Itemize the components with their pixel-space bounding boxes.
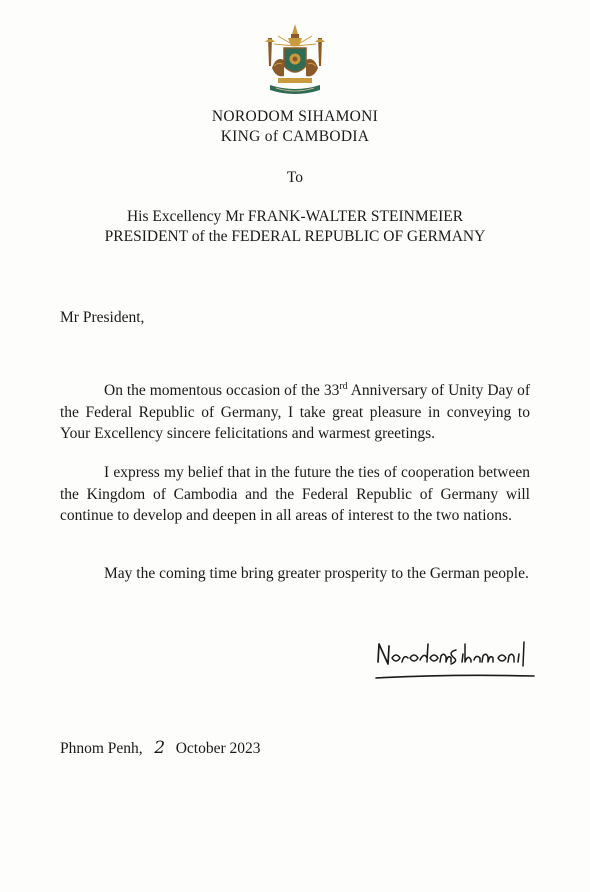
place: Phnom Penh, — [60, 740, 143, 757]
p1-text-end: Anniversary of Unity Day of the Federal Republic of Germany, I take great pleasure in conveying to Your Excellency sincere felicitations and warmest greetings. — [60, 382, 530, 442]
month-year: October 2023 — [175, 740, 261, 757]
body-paragraph-1 — [60, 380, 530, 445]
recipient-name: His Excellency Mr FRANK-WALTER STEINMEIER — [126, 208, 464, 225]
salutation: Mr President, — [60, 309, 145, 326]
recipient-title: PRESIDENT of the FEDERAL REPUBLIC OF GERMANY — [104, 228, 486, 245]
place-and-date — [60, 738, 260, 758]
signature-norodom-sihamoni — [370, 638, 542, 688]
sender-name: NORODOM SIHAMONI — [211, 108, 379, 125]
to-label: To — [286, 169, 304, 186]
body-paragraph-3: May the coming time bring greater prosperity to the German people. — [104, 565, 529, 582]
royal-arms-of-cambodia-icon — [258, 22, 332, 96]
sender-title: KING of CAMBODIA — [220, 128, 370, 145]
ordinal-suffix: rd — [339, 380, 348, 392]
p1-text-start: On the momentous occasion of the 33 — [104, 382, 340, 399]
body-paragraph-2: I express my belief that in the future the ties of cooperation between the Kingdom of Cambodia and the Federal Republic of Germany will continue to develop and deepen in all areas of interest to the two nations. — [60, 464, 530, 524]
handwritten-day: 2 — [154, 738, 166, 758]
